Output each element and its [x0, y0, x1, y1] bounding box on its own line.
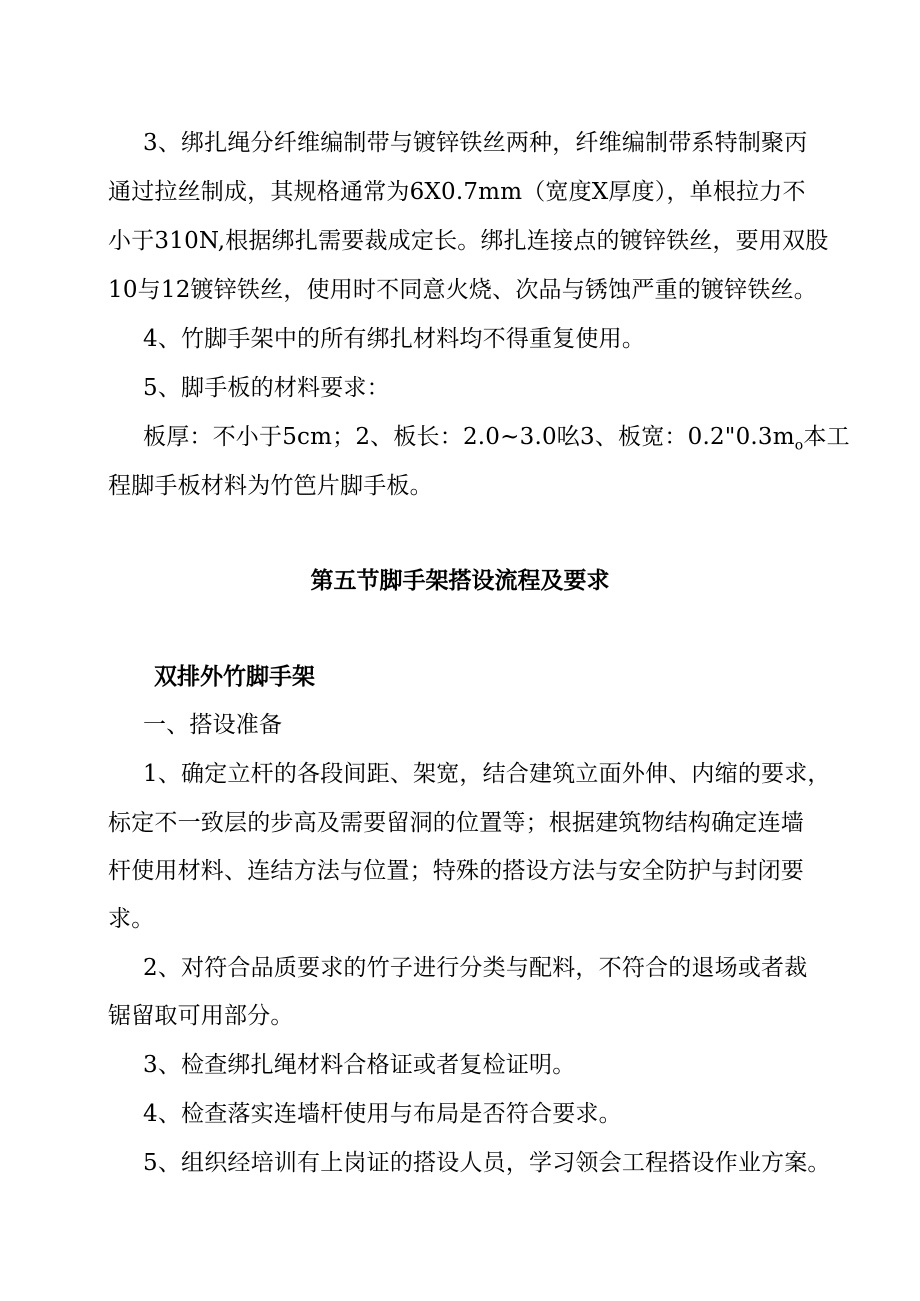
board-spec-text-end: 本工	[803, 424, 850, 450]
prep-2-line-2: 锯留取可用部分。	[108, 1003, 294, 1029]
prep-1-line-1: 1、确定立杆的各段间距、架宽，结合建筑立面外伸、内缩的要求，	[143, 761, 831, 787]
paragraph-3-line-3: 小于310N,根据绑扎需要裁成定长。绑扎连接点的镀锌铁丝，要用双股	[108, 228, 829, 254]
prep-1-line-4: 求。	[108, 906, 155, 932]
section-title: 第五节脚手架搭设流程及要求	[310, 567, 610, 594]
prep-1-line-3: 杆使用材料、连结方法与位置；特殊的搭设方法与安全防护与封闭要	[108, 858, 804, 884]
board-spec-text: 板厚：不小于5cm；2、板长：2.0~3.0吆3、板宽：0.2"0.3m	[143, 424, 795, 450]
paragraph-5: 5、脚手板的材料要求：	[143, 375, 390, 401]
subsection-title: 双排外竹脚手架	[154, 663, 315, 690]
paragraph-4: 4、竹脚手架中的所有绑扎材料均不得重复使用。	[143, 326, 646, 352]
paragraph-3-line-1: 3、绑扎绳分纤维编制带与镀锌铁丝两种，纤维编制带系特制聚丙	[143, 130, 808, 156]
prep-1-line-2: 标定不一致层的步高及需要留洞的位置等；根据建筑物结构确定连墙	[108, 810, 804, 836]
prep-5: 5、组织经培训有上岗证的搭设人员，学习领会工程搭设作业方案。	[143, 1150, 831, 1176]
prep-4: 4、检查落实连墙杆使用与布局是否符合要求。	[143, 1101, 622, 1127]
prep-2-line-1: 2、对符合品质要求的竹子进行分类与配料，不符合的退场或者裁	[143, 955, 808, 981]
board-spec-line-1	[143, 422, 850, 452]
board-spec-subscript: o	[794, 437, 804, 454]
prep-3: 3、检查绑扎绳材料合格证或者复检证明。	[143, 1052, 576, 1078]
paragraph-3-line-4: 10与12镀锌铁丝，使用时不同意火烧、次品与锈蚀严重的镀锌铁丝。	[108, 277, 817, 303]
paragraph-3-line-2: 通过拉丝制成，其规格通常为6X0.7mm（宽度X厚度），单根拉力不	[108, 179, 806, 205]
prep-title: 一、搭设准备	[143, 712, 283, 738]
board-spec-line-2: 程脚手板材料为竹笆片脚手板。	[108, 473, 433, 499]
